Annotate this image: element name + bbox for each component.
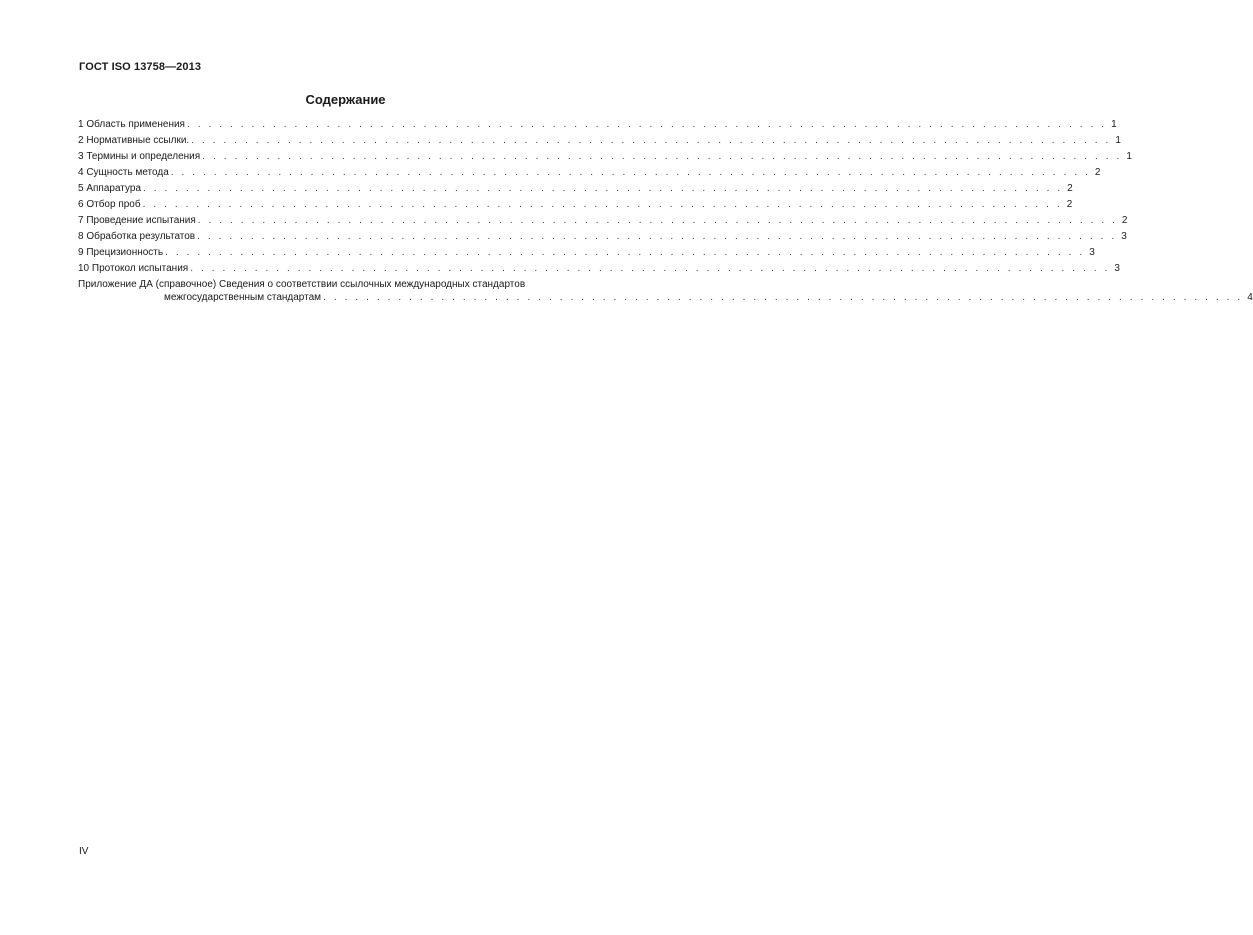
toc-entry-label: 6 Отбор проб <box>78 199 141 210</box>
toc-entry-appendix[interactable] <box>78 279 1253 308</box>
toc-entry-label: 7 Проведение испытания <box>78 215 196 226</box>
toc-leader-dots: . . . . . . . . . . . . . . . . . . . . . . . . . . . . . . . . . . . . . . . . . . . . . . . . . . . . . . . . . . . . . . . . . . . . . . . . . . . . . . . . . . . . . . <box>191 135 1111 146</box>
toc-appendix-line2-row <box>78 292 1253 308</box>
toc-entry-results-processing[interactable] <box>78 231 1127 247</box>
toc-entry-label: 4 Сущность метода <box>78 167 169 178</box>
toc-entry-normative-references[interactable] <box>78 135 1121 151</box>
toc-leader-dots: . . . . . . . . . . . . . . . . . . . . . . . . . . . . . . . . . . . . . . . . . . . . . . . . . . . . . . . . . . . . . . . . . . . . . . . . . . . . . . . . . . . . . . <box>202 151 1122 162</box>
toc-entry-page: 4 <box>1247 292 1253 303</box>
toc-leader-dots: . . . . . . . . . . . . . . . . . . . . . . . . . . . . . . . . . . . . . . . . . . . . . . . . . . . . . . . . . . . . . . . . . . . . . . . . . . . . . . . . . . . . . . <box>197 231 1117 242</box>
toc-entry-label: 2 Нормативные ссылки. <box>78 135 190 146</box>
toc-entry-label: 9 Прецизионность <box>78 247 164 258</box>
toc-leader-dots: . . . . . . . . . . . . . . . . . . . . . . . . . . . . . . . . . . . . . . . . . . . . . . . . . . . . . . . . . . . . . . . . . . . . . . . . . . . . . . . . . . . . . . <box>143 183 1063 194</box>
toc-entry-page: 1 <box>1115 135 1121 146</box>
toc-entry-label: 8 Обработка результатов <box>78 231 196 242</box>
toc-appendix-line2: межгосударственным стандартам <box>164 292 322 303</box>
toc-entry-page: 2 <box>1066 199 1073 210</box>
toc-entry-page: 2 <box>1094 167 1101 178</box>
toc-entry-page: 1 <box>1126 151 1132 162</box>
toc-entry-page: 1 <box>1111 119 1117 130</box>
toc-entry-sampling[interactable] <box>78 199 1073 215</box>
toc-entry-test-procedure[interactable] <box>78 215 1128 231</box>
table-of-contents <box>78 119 1253 308</box>
toc-entry-terms[interactable] <box>78 151 1132 167</box>
toc-entry-method-essence[interactable] <box>78 167 1101 183</box>
toc-entry-page: 2 <box>1067 183 1073 194</box>
toc-leader-dots: . . . . . . . . . . . . . . . . . . . . . . . . . . . . . . . . . . . . . . . . . . . . . . . . . . . . . . . . . . . . . . . . . . . . . . . . . . . . . . . . . . . . . . <box>323 292 1243 303</box>
toc-entry-label: 5 Аппаратура <box>78 183 142 194</box>
toc-entry-scope[interactable] <box>78 119 1117 135</box>
toc-entry-apparatus[interactable] <box>78 183 1073 199</box>
toc-entry-page: 2 <box>1121 215 1128 226</box>
toc-entry-page: 3 <box>1114 263 1120 274</box>
toc-appendix-line1: Приложение ДА (справочное) Сведения о соответствии ссылочных международных стандартов <box>78 279 526 290</box>
toc-entry-label: 1 Область применения <box>78 119 185 130</box>
toc-entry-test-report[interactable] <box>78 263 1120 279</box>
toc-entry-precision[interactable] <box>78 247 1095 263</box>
toc-title: Содержание <box>305 92 386 107</box>
toc-entry-label: 3 Термины и определения <box>78 151 201 162</box>
page-number: IV <box>79 846 89 857</box>
document-code: ГОСТ ISO 13758—2013 <box>79 61 202 73</box>
toc-leader-dots: . . . . . . . . . . . . . . . . . . . . . . . . . . . . . . . . . . . . . . . . . . . . . . . . . . . . . . . . . . . . . . . . . . . . . . . . . . . . . . . . . . . . . . <box>190 263 1110 274</box>
toc-leader-dots: . . . . . . . . . . . . . . . . . . . . . . . . . . . . . . . . . . . . . . . . . . . . . . . . . . . . . . . . . . . . . . . . . . . . . . . . . . . . . . . . . . . . . . <box>186 119 1107 130</box>
toc-entry-page: 3 <box>1121 231 1127 242</box>
toc-leader-dots: . . . . . . . . . . . . . . . . . . . . . . . . . . . . . . . . . . . . . . . . . . . . . . . . . . . . . . . . . . . . . . . . . . . . . . . . . . . . . . . . . . . . . . <box>142 199 1063 210</box>
toc-entry-label: 10 Протокол испытания <box>78 263 189 274</box>
toc-entry-page: 3 <box>1089 247 1095 258</box>
toc-leader-dots: . . . . . . . . . . . . . . . . . . . . . . . . . . . . . . . . . . . . . . . . . . . . . . . . . . . . . . . . . . . . . . . . . . . . . . . . . . . . . . . . . . . . . . <box>165 247 1085 258</box>
toc-leader-dots: . . . . . . . . . . . . . . . . . . . . . . . . . . . . . . . . . . . . . . . . . . . . . . . . . . . . . . . . . . . . . . . . . . . . . . . . . . . . . . . . . . . . . . <box>170 167 1091 178</box>
toc-leader-dots: . . . . . . . . . . . . . . . . . . . . . . . . . . . . . . . . . . . . . . . . . . . . . . . . . . . . . . . . . . . . . . . . . . . . . . . . . . . . . . . . . . . . . . <box>197 215 1118 226</box>
